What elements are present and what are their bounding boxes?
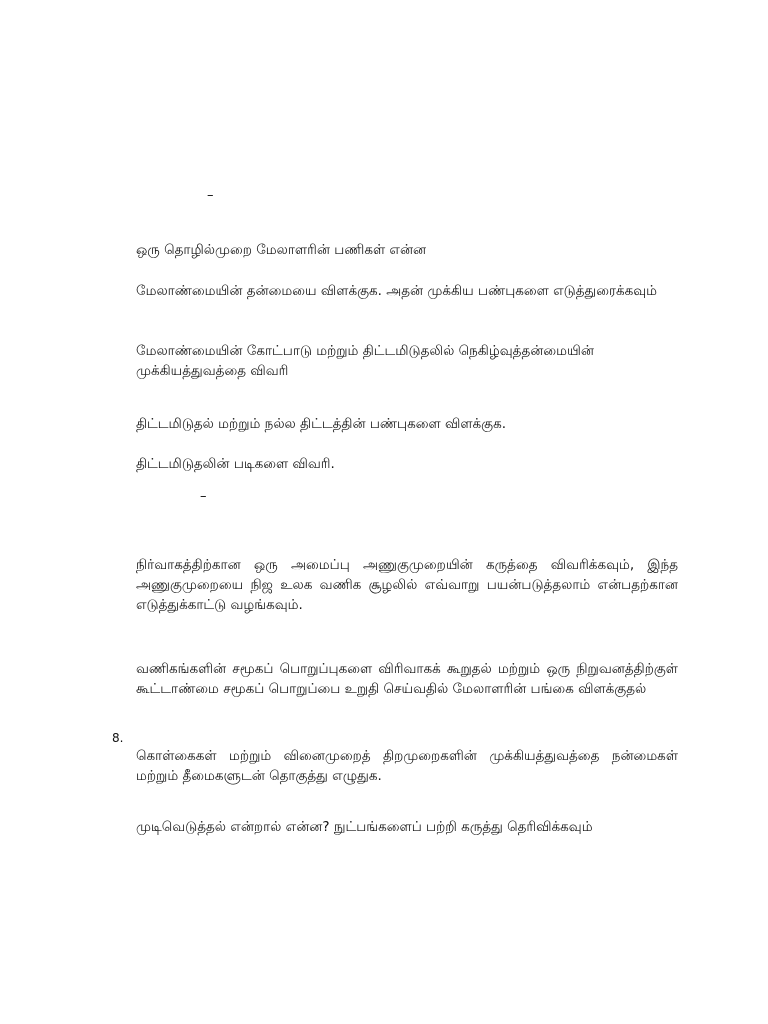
question-8: கொள்கைகள் மற்றும் வினைமுறைத் திறமுறைகளின் முக்கியத்துவத்தை நன்மைகள் மற்றும் தீமைகளுடன் தொகுத்து எழுதுக. xyxy=(136,748,678,784)
question-4: திட்டமிடுதல் மற்றும் நல்ல திட்டத்தின் பண்புகளை விளக்குக. xyxy=(136,416,506,432)
question-1: ஒரு தொழில்முறை மேலாளரின் பணிகள் என்ன xyxy=(136,242,427,258)
dash-marker: – xyxy=(200,489,207,504)
question-9: முடிவெடுத்தல் என்றால் என்ன? நுட்பங்களைப் பற்றி கருத்து தெரிவிக்கவும் xyxy=(136,819,593,835)
question-5: திட்டமிடுதலின் படிகளை விவரி. xyxy=(136,456,335,472)
question-2: மேலாண்மையின் தன்மையை விளக்குக. அதன் முக்கிய பண்புகளை எடுத்துரைக்கவும் xyxy=(136,283,658,299)
dash-marker: – xyxy=(207,188,214,203)
question-7: வணிகங்களின் சமூகப் பொறுப்புகளை விரிவாகக் கூறுதல் மற்றும் ஒரு நிறுவனத்திற்குள் கூட்டாண்மை சமூகப் பொறுப்பை உறுதி செய்வதில் மேலாளரின் பங்கை விளக்குதல் xyxy=(136,661,678,697)
question-6: நிர்வாகத்திற்கான ஒரு அமைப்பு அணுகுமுறையின் கருத்தை விவரிக்கவும், இந்த அணுகுமுறையை நிஜ உலக வணிக சூழலில் எவ்வாறு பயன்படுத்தலாம் என்பதற்கான எடுத்துக்காட்டு வழங்கவும். xyxy=(136,557,678,613)
question-number: 8. xyxy=(112,731,124,745)
question-3: மேலாண்மையின் கோட்பாடு மற்றும் திட்டமிடுதலில் நெகிழ்வுத்தன்மையின் முக்கியத்துவத்தை விவரி xyxy=(136,343,594,379)
